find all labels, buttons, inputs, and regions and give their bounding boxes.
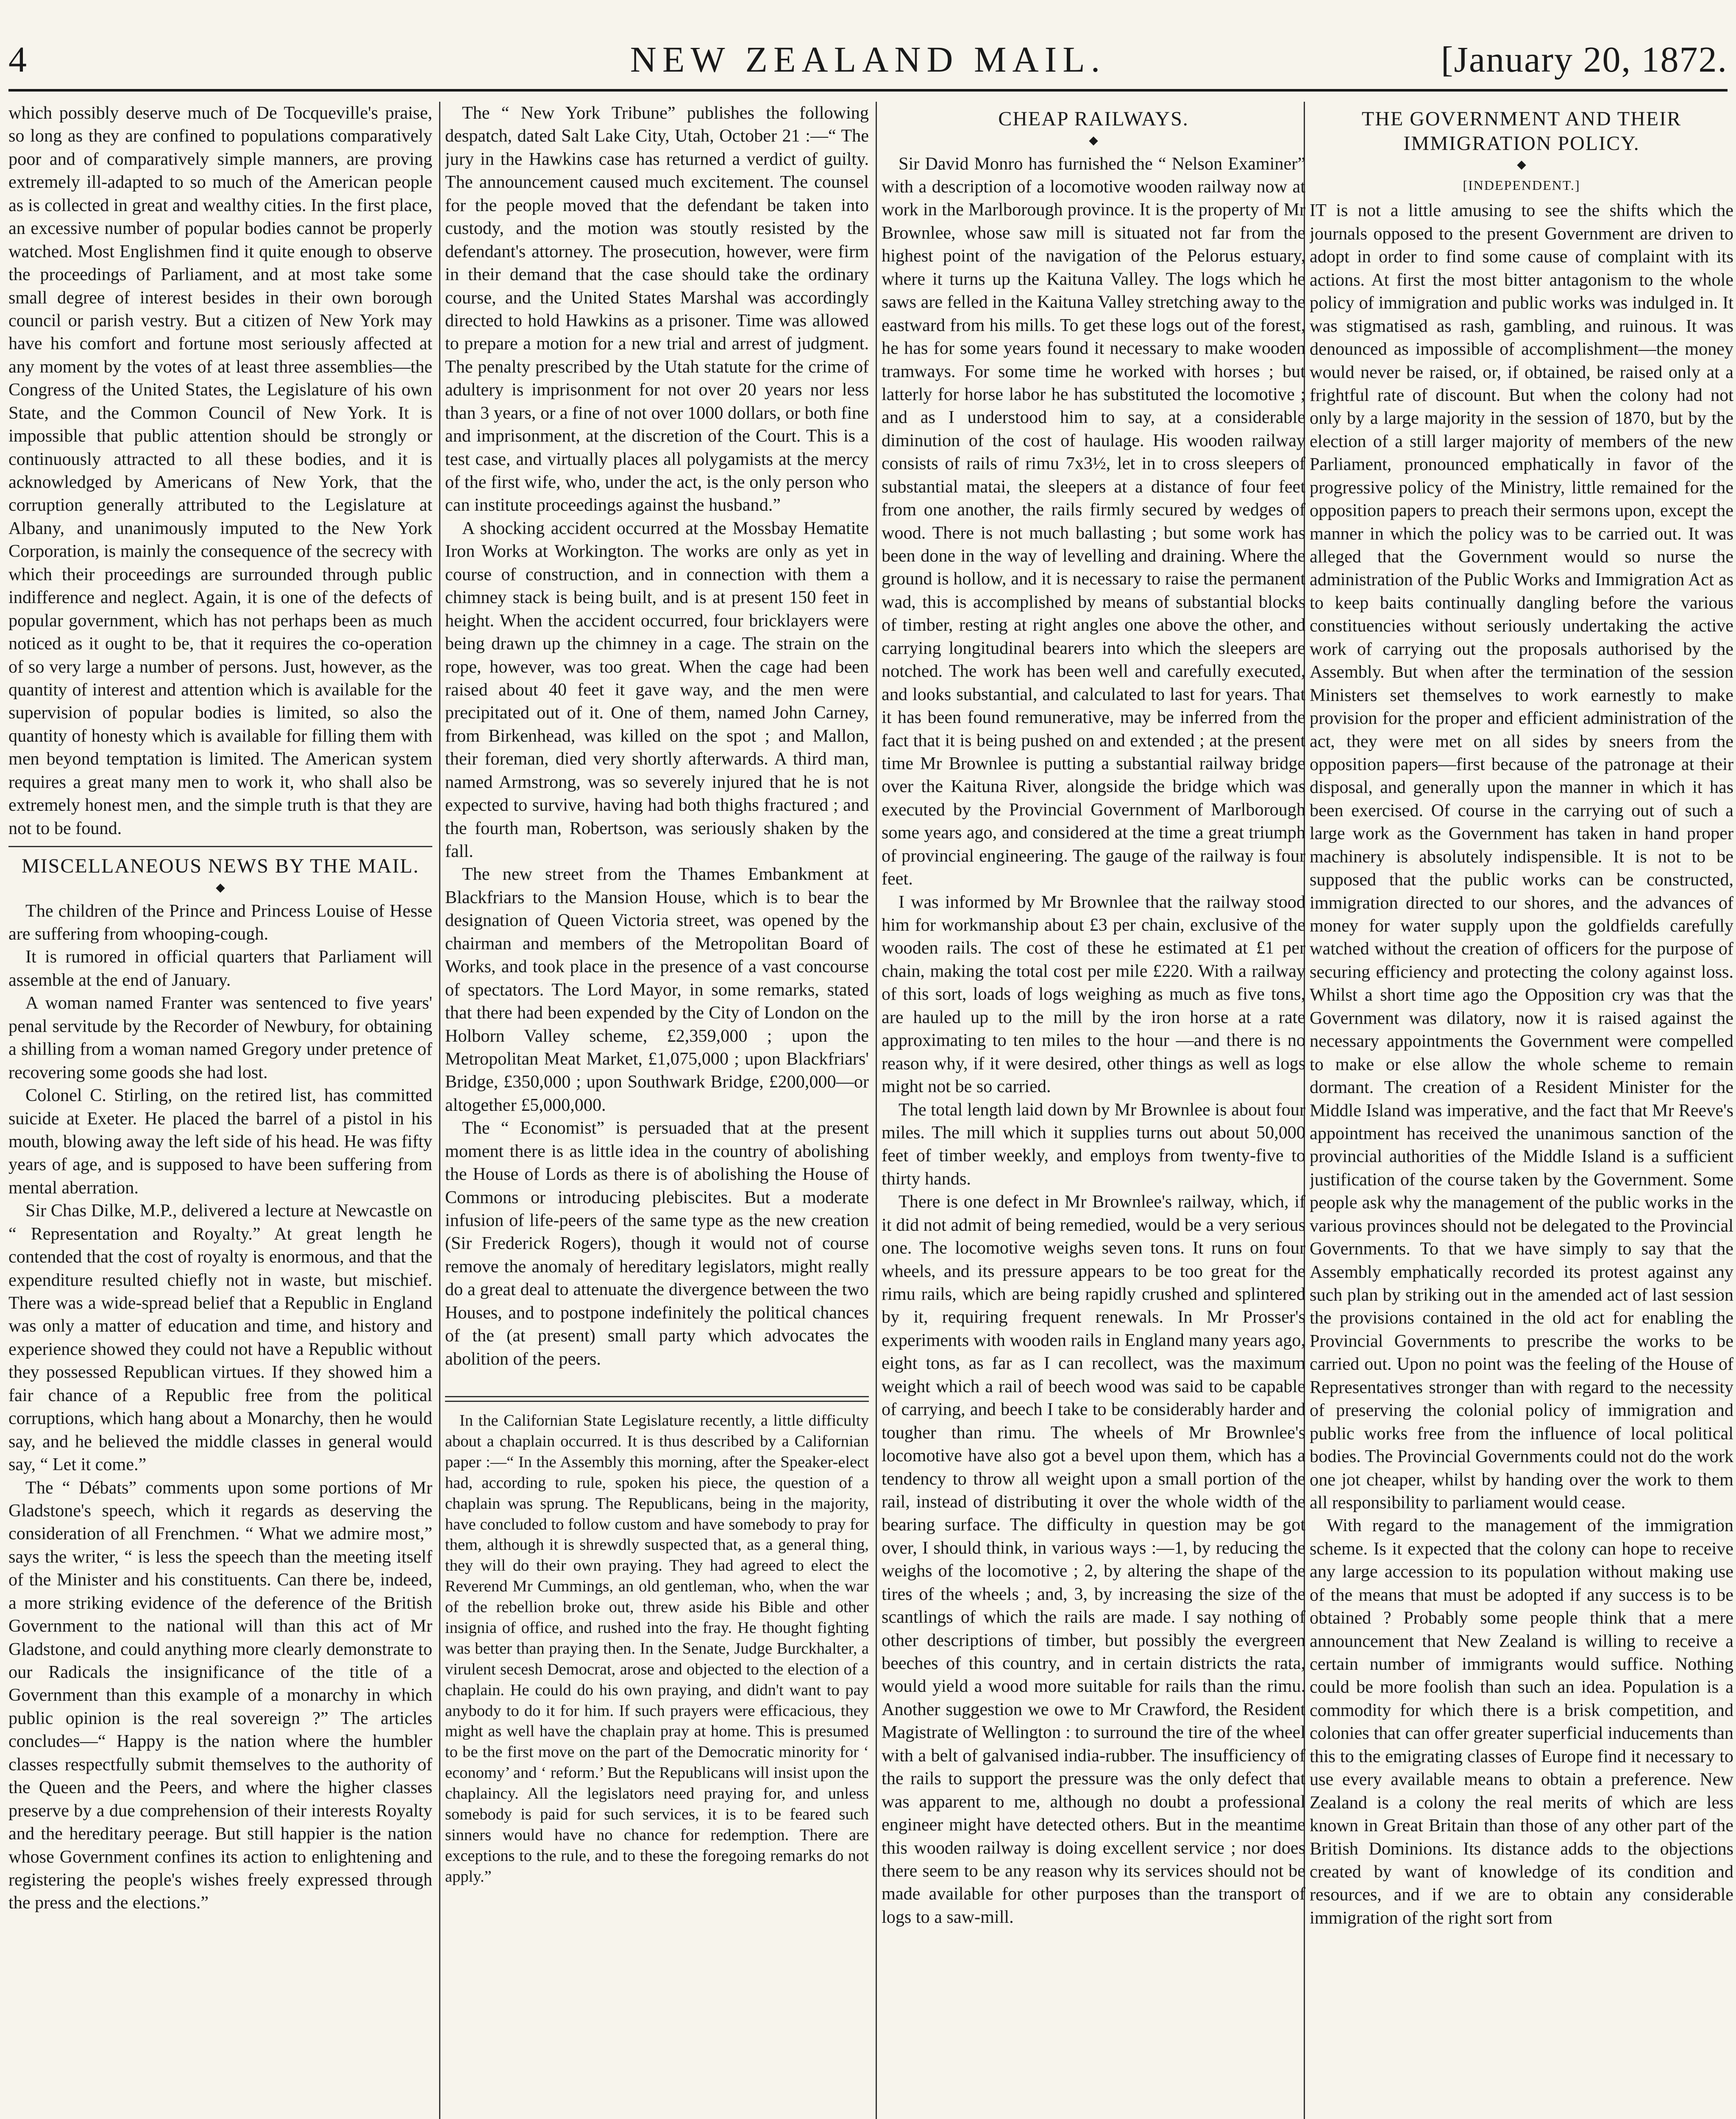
page-number: 4 [8, 39, 27, 80]
ornament: ◆ [216, 881, 225, 894]
double-divider [445, 1396, 869, 1402]
source-attribution: [INDEPENDENT.] [1463, 178, 1580, 193]
section-heading-immigration-policy: THE GOVERNMENT AND THEIR IMMIGRATION POLICY. [1361, 108, 1682, 155]
issue-date: [January 20, 1872. [1441, 39, 1728, 80]
section-heading-misc-news: MISCELLANEOUS NEWS BY THE MAIL. [22, 855, 419, 877]
news-item: It is rumored in official quarters that Parliament will assemble at the end of January. [8, 947, 432, 990]
news-item: A woman named Franter was sentenced to five years' penal servitude by the Recorder of Newbury, for obtaining a shilling from a woman named Gregory under pretence of recovering some goods she had lost. [8, 993, 432, 1082]
column-rule [439, 102, 440, 2119]
column-2 [445, 102, 869, 2119]
masthead [8, 25, 1728, 92]
article-paragraph: I was informed by Mr Brownlee that the railway stood him for workmanship about £3 per chain, exclusive of the wooden rails. The cost of these he estimated at £1 per chain, making the total cost per mile £220. With a railway of this sort, loads of logs weighing as much as five tons, are hauled up to the mill by the iron horse at a rate approximating to ten miles to the hour —and there is no reason why, if it were desired, other things as well as logs might not be so carried. [882, 892, 1305, 1097]
article-paragraph: which possibly deserve much of De Tocqueville's praise, so long as they are confined to populations comparatively poor and of comparatively simple manners, are proving extremely ill-adapted to so much of the American people as is collected in great and wealthy cities. In the first place, an excessive number of popular bodies cannot be properly watched. Most Englishmen find it quite enough to observe the proceedings of Parliament, and at most take some small degree of interest besides in their own borough council or parish vestry. But a citizen of New York may have his comfort and fortune most seriously affected at any moment by the votes of at least three assemblies—the Congress of the United States, the Legislature of his own State, and the Common Council of New York. It is impossible that public attention should be strongly or continuously attracted to all these bodies, and it is acknowledged by Americans of New York, that the corruption generally attributed to the Legislature at Albany, and unanimously imputed to the New York Corporation, is mainly the consequence of the secrecy with which their proceedings are surrounded through public indifference and neglect. Again, it is one of the defects of popular government, which has not perhaps been as much noticed as it ought to be, that it requires the co-operation of so very large a number of persons. Just, however, as the quantity of interest and attention which is available for the supervision of popular bodies is limited, so also the quantity of honesty which is available for filling them with men beyond temptation is limited. The American system requires a great many men to work it, who shall also be extremely honest men, and the simple truth is that they are not to be found. [8, 103, 432, 838]
news-item: Sir Chas Dilke, M.P., delivered a lecture at Newcastle on “ Representation and Royalty.” At great length he contended that the cost of royalty is enormous, and that the expenditure resulted chiefly not in waste, but mischief. There was a wide-spread belief that a Republic in England was only a matter of education and time, and history and experience showed they could not have a Republic without they possessed Republican virtues. If they showed him a fair chance of a Republic free from the political corruptions, which hang about a Monarchy, then he would say, and he believed the middle classes in general would say, “ Let it come.” [8, 1201, 432, 1475]
ornament: ◆ [1089, 133, 1098, 147]
news-item: In the Californian State Legislature recently, a little difficulty about a chaplain occurred. It is thus described by a Californian paper :—“ In the Assembly this morning, after the Speaker-elect had, according to rule, spoken his piece, the question of a chaplain was sprung. The Republicans, being in the majority, have concluded to follow custom and have somebody to pray for them, although it is shrewdly suspected that, as a general thing, they will do their own praying. They had agreed to elect the Reverend Mr Cummings, an old gentleman, who, when the war of the rebellion broke out, threw aside his Bible and other insignia of office, and rushed into the fray. He thought fighting was better than praying then. In the Senate, Judge Burckhalter, a virulent secesh Democrat, arose and objected to the election of a chaplain. He could do his own praying, and didn't want to pay anybody to do it for him. If such prayers were efficacious, they might as well have the chaplain pray at home. This is presumed to be the first move on the part of the Democratic minority for ‘ economy’ and ‘ reform.’ But the Republicans will insist upon the chaplaincy. All the legislators need praying for, and unless somebody is paid for such services, it is to be feared such sinners would have no chance for redemption. There are exceptions to the rule, and to these the foregoing remarks do not apply.” [445, 1412, 869, 1885]
section-heading-cheap-railways: CHEAP RAILWAYS. [998, 108, 1189, 130]
news-item: The “ Débats” comments upon some portions of Mr Gladstone's speech, which it regards as deserving the consideration of all Frenchmen. “ What we admire most,” says the writer, “ is less the speech than the meeting itself of the Minister and his constituents. Can there be, indeed, a more striking evidence of the deference of the British Government to the national will than this act of Mr Gladstone, and could anything more clearly demonstrate to our Radicals the insignificance of the title of a Government than this example of a monarchy in which public opinion is the real sovereign ?” The articles concludes—“ Happy is the nation where the humbler classes respectfully submit themselves to the authority of the Queen and the Peers, and where the higher classes preserve by a due comprehension of their interests Royalty and the hereditary peerage. But still happier is the nation whose Government confines its action to enlightening and registering the people's wishes freely expressed through the press and the elections.” [8, 1477, 432, 1913]
column-4 [1310, 102, 1733, 2119]
article-paragraph: IT is not a little amusing to see the shifts which the journals opposed to the present Government are driven to adopt in order to find some cause of complaint with its actions. At first the most bitter antagonism to the whole policy of immigration and public works was indulged in. It was stigmatised as rash, gambling, and ruinous. It was denounced as impossible of accomplishment—the money would never be raised, or, if obtained, be raised only at a frightful rate of discount. But when the colony had not only by a large majority in the session of 1870, but by the election of a still larger majority of members of the new Parliament, pronounced emphatically in favor of the progressive policy of the Ministry, little remained for the opposition papers to preach their sermons upon, except the manner in which the policy was to be carried out. It was alleged that the Government would so nurse the administration of the Public Works and Immigration Act as to keep baits continually dangling before the various constituencies without seriously undertaking the active work of carrying out the proposals authorised by the Assembly. But when after the termination of the session Ministers set themselves to work earnestly to make provision for the proper and efficient administration of the act, they were met on all sides by sneers from the opposition papers—first because of the patronage at their disposal, and generally upon the manner in which it has been exercised. Of course in the carrying out of such a large work as the Government has taken in hand proper machinery is absolutely indispensible. It is not to be supposed that the public works can be constructed, immigration directed to our shores, and the advances of money for water supply upon the goldfields carefully watched without the creation of officers for the purpose of securing efficiency and protecting the colony against loss. Whilst a short time ago the Opposition cry was that the Government was dilatory, now it is raised against the necessary appointments the Government were compelled to make or else allow the whole scheme to remain dormant. The creation of a Resident Minister for the Middle Island was imperative, and the fact that Mr Reeve's appointment has received the unanimous sanction of the provincial authorities of the Middle Island is a sufficient justification of the course taken by the Government. Some people ask why the management of the public works in the various provinces should not be delegated to the Provincial Governments. To that we have simply to say that the Assembly emphatically recorded its protest against any such plan by striking out in the amended act of last session the provisions contained in the old act for enabling the Provincial Governments to prescribe the works to be carried out. Upon no point was the feeling of the House of Representatives stronger than with regard to the necessity of preserving the colonial policy of immigration and public works free from the influence of local political bodies. The Provincial Governments could not do the work one jot cheaper, whilst by handing over the work to them all responsibility to parliament would cease. [1310, 200, 1733, 1513]
column-1 [8, 102, 432, 2119]
article-paragraph: Sir David Monro has furnished the “ Nelson Examiner” with a description of a locomotive wooden railway now at work in the Marlborough province. It is the property of Mr Brownlee, whose saw mill is situated not far from the highest point of the navigation of the Pelorus estuary, where it turns up the Kaituna Valley. The logs which he saws are felled in the Kaituna Valley stretching away to the eastward from his mills. To get these logs out of the forest, he has for some years found it necessary to make wooden tramways. For some time he worked with horses ; but latterly for horse labor he has substituted the locomotive ; and as I understood him to say, at a considerable diminution of the cost of haulage. His wooden railway consists of rails of rimu 7x3½, let in to cross sleepers of substantial matai, the sleepers at a distance of four feet from one another, the rails firmly secured by wedges of wood. There is not much ballasting ; but some work has been done in the way of levelling and draining. Where the ground is hollow, and it is necessary to raise the permanent wad, this is accomplished by means of substantial blocks of timber, resting at right angles one above the other, and carrying longitudinal bearers into which the sleepers are notched. The work has been well and carefully executed, and looks substantial, and calculated to last for years. That it has been found remunerative, may be inferred from the fact that it is being pushed on and extended ; at the present time Mr Brownlee is putting a substantial railway bridge over the Kaituna River, alongside the bridge which was executed by the Provincial Government of Marlborough some years ago, and considered at the time a great triumph of provincial engineering. The gauge of the railway is four feet. [882, 153, 1305, 889]
news-item: A shocking accident occurred at the Mossbay Hematite Iron Works at Workington. The works are only as yet in course of construction, and in connection with them a chimney stack is being built, and is at present 150 feet in height. When the accident occurred, four bricklayers were being drawn up the chimney in a cage. The strain on the rope, however, was too great. When the cage had been raised about 40 feet it gave way, and the men were precipitated out of it. One of them, named John Carney, from Birkenhead, was killed on the spot ; and Mallon, their foreman, died very shortly afterwards. A third man, named Armstrong, was so severely injured that he is not expected to survive, having had both thighs fractured ; and the fourth man, Robertson, was seriously shaken by the fall. [445, 518, 869, 861]
column-3 [882, 102, 1305, 2119]
small-print-section [445, 1410, 869, 1887]
news-item: The “ New York Tribune” publishes the following despatch, dated Salt Lake City, Utah, October 21 :—“ The jury in the Hawkins case has returned a verdict of guilty. The announcement caused much excitement. The counsel for the people moved that the defendant be taken into custody, and the motion was stoutly resisted by the defendant's attorney. The prosecution, however, were firm in their demand that the case should take the ordinary course, and the United States Marshal was accordingly directed to hold Hawkins as a prisoner. Time was allowed to prepare a motion for a new trial and arrest of judgment. The penalty prescribed by the Utah statute for the crime of adultery is imprisonment for not over 20 years nor less than 3 years, or a fine of not over 1000 dollars, or both fine and imprisonment, at the discretion of the Court. This is a test case, and virtually places all polygamists at the mercy of the first wife, who, under the act, is the only person who can institute proceedings against the husband.” [445, 103, 869, 515]
news-item: The “ Economist” is persuaded that at the present moment there is as little idea in the country of abolishing the House of Lords as there is of abolishing the House of Commons or introducing plebiscites. But a moderate infusion of life-peers of the same type as the new creation (Sir Frederick Rogers), though it would not of course remove the anomaly of hereditary legislators, might really do a great deal to attenuate the divergence between the two Houses, and to postpone indefinitely the political chances of the (at present) small party which advocates the abolition of the peers. [445, 1118, 869, 1369]
news-item: The new street from the Thames Embankment at Blackfriars to the Mansion House, which is to bear the designation of Queen Victoria street, was opened by the chairman and members of the Metropolitan Board of Works, and took place in the presence of a vast concourse of spectators. The Lord Mayor, in some remarks, stated that there had been expended by the City of London on the Holborn Valley scheme, £2,359,000 ; upon the Metropolitan Meat Market, £1,075,000 ; upon Blackfriars' Bridge, £350,000 ; upon Southwark Bridge, £200,000—or altogether £5,000,000. [445, 864, 869, 1115]
ornament: ◆ [1517, 158, 1526, 172]
column-rule [876, 102, 877, 2119]
article-paragraph: With regard to the management of the immigration scheme. Is it expected that the colony can hope to receive any large accession to its population without making use of the means that must be adopted if any success is to be obtained ? Probably some people think that a mere announcement that New Zealand is willing to receive a certain number of immigrants would suffice. Nothing could be more foolish than such an idea. Population is a commodity for which there is a brisk competition, and colonies that can offer greater superficial inducements than this to the emigrating classes of Europe find it necessary to use every available means to obtain a preference. New Zealand is a colony the real merits of which are less known in Great Britain than those of any other part of the British Dominions. Its distance adds to the objections created by want of knowledge of its condition and resources, and if we are to obtain any considerable immigration of the right sort from [1310, 1516, 1733, 1928]
news-item: The children of the Prince and Princess Louise of Hesse are suffering from whooping-cough. [8, 901, 432, 944]
article-paragraph: There is one defect in Mr Brownlee's railway, which, if it did not admit of being remedied, would be a very serious one. The locomotive weighs seven tons. It runs on four wheels, and its pressure appears to be too great for the rimu rails, which are being rapidly crushed and splintered by it, requiring frequent renewals. In Mr Prosser's experiments with wooden rails in England many years ago, eight tons, as far as I can recollect, was the maximum weight which a rail of beech wood was said to be capable of carrying, and beech I take to be considerably harder and tougher than rimu. The wheels of Mr Brownlee's locomotive have also got a bevel upon them, which has a tendency to throw all weight upon a small portion of the rail, instead of distributing it over the whole width of the bearing surface. The difficulty in question may be got over, I should think, in various ways :—1, by reducing the weighs of the locomotive ; 2, by altering the shape of the tires of the wheels ; and, 3, by increasing the size of the scantlings of which the rails are made. I say nothing of other descriptions of timber, but possibly the evergreen beeches of this country, and in certain districts the rata, would yield a wood more suitable for rails than the rimu. Another suggestion we owe to Mr Crawford, the Resident Magistrate of Wellington : to surround the tire of the wheel with a belt of galvanised india-rubber. The insufficiency of the rails to support the pressure was the only defect that was apparent to me, although no doubt a professional engineer might have detected others. But in the meantime this wooden railway is doing excellent service ; nor does there seem to be any reason why its services should not be made available for other purposes than the transport of logs to a saw-mill. [882, 1192, 1305, 1927]
article-paragraph: The total length laid down by Mr Brownlee is about four miles. The mill which it supplies turns out about 50,000 feet of timber weekly, and employs from twenty-five to thirty hands. [882, 1099, 1305, 1189]
news-item: Colonel C. Stirling, on the retired list, has committed suicide at Exeter. He placed the barrel of a pistol in his mouth, blowing away the left side of his head. He was fifty years of age, and is supposed to have been suffering from mental aberration. [8, 1085, 432, 1198]
divider [8, 846, 432, 847]
paper-title: NEW ZEALAND MAIL. [630, 39, 1106, 80]
